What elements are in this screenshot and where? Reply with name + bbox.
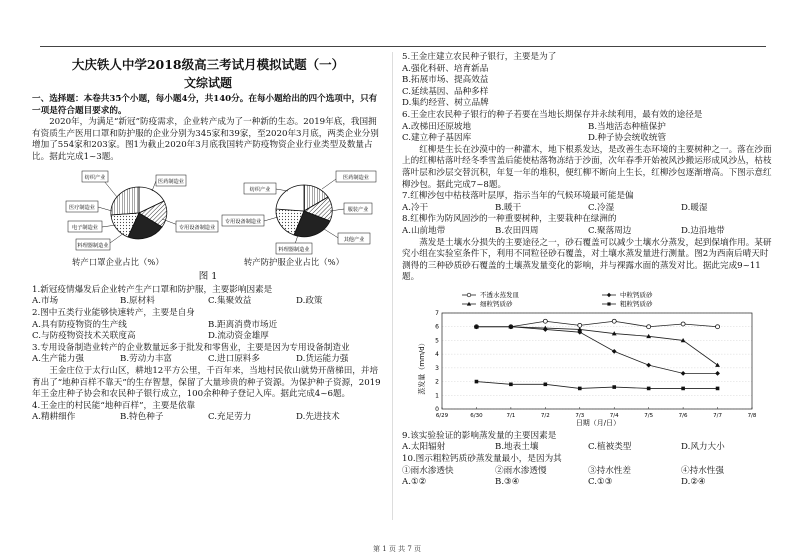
q10-item-4: ④持水性强 <box>681 465 724 476</box>
y-tick-label-6: 6 <box>435 323 439 331</box>
legend-marker-0 <box>467 293 471 297</box>
legend-label-3: 粗粒钙质砂 <box>620 300 653 309</box>
series-3-point-6 <box>681 387 685 391</box>
q1-stem: 1.新冠疫情爆发后企业转产生产口罩和防护服，主要影响因素是 <box>32 284 273 295</box>
legend-marker-2 <box>607 293 611 297</box>
q6-stem: 6.王金庄农民种子银行的种子若要在当地长期保存并永续利用，最有效的途径是 <box>402 109 703 120</box>
q9-option-b[interactable]: B.地表土壤 <box>495 442 539 453</box>
left-column <box>32 52 384 424</box>
pie1-label-4: 电子制造业 <box>72 224 98 231</box>
q1-option-d[interactable]: D.政策 <box>296 296 323 307</box>
q2-options <box>32 320 384 343</box>
pie1-caption: 转产口罩企业占比（%） <box>72 256 164 267</box>
q8-option-b[interactable]: B.农田四周 <box>495 225 539 236</box>
x-tick-label-8: 7/7 <box>713 412 722 419</box>
q4-option-c[interactable]: C.充足劳力 <box>208 412 252 423</box>
q3-option-b[interactable]: B.劳动力丰富 <box>120 354 173 365</box>
series-3-point-5 <box>647 387 651 391</box>
q6-option-c[interactable]: C.建立种子基因库 <box>402 133 472 144</box>
line-chart-svg <box>402 287 774 429</box>
q7-option-d[interactable]: D.暖湿 <box>681 202 708 213</box>
series-2-point-7 <box>715 371 720 376</box>
q3-options <box>32 354 384 366</box>
pie-charts-svg <box>32 167 384 255</box>
q3-option-c[interactable]: C.进口原料多 <box>208 354 260 365</box>
q2-option-a[interactable]: A.具有防疫物资的生产线 <box>32 319 127 330</box>
x-tick-label-2: 7/1 <box>506 412 516 419</box>
q6-option-b[interactable]: B.当地活态种植保护 <box>588 121 666 132</box>
series-line-2 <box>476 327 717 374</box>
q7-option-b[interactable]: B.暖干 <box>495 202 522 213</box>
chart-ylabel: 蒸发量（mm/d） <box>418 339 426 395</box>
q6-option-d[interactable]: D.种子协会统收统管 <box>588 133 667 144</box>
pie1-label-2: 医疗制造业 <box>69 204 95 211</box>
top-rule <box>40 46 766 47</box>
x-tick-label-7: 7/6 <box>678 412 688 419</box>
y-tick-label-2: 2 <box>435 378 439 386</box>
q4-stem: 4.王金庄的村民能“地种百样”，主要是依靠 <box>32 400 196 411</box>
q5-option-a[interactable]: A.强化科研、培育新品 <box>402 63 489 74</box>
pie1-slice-e <box>111 187 139 215</box>
q5-options <box>402 64 774 110</box>
x-tick-label-4: 7/3 <box>575 412 585 419</box>
pie2-label-4: 料理器制造业 <box>278 246 310 253</box>
q9-option-a[interactable]: A.太阳辐射 <box>402 442 446 453</box>
q10-items <box>402 466 774 478</box>
pie2-caption: 转产防护服企业占比（%） <box>243 256 344 267</box>
q7-options <box>402 203 774 215</box>
series-3-point-4 <box>612 385 616 389</box>
series-0-point-7 <box>716 325 720 329</box>
series-1-point-7 <box>715 363 720 367</box>
y-tick-label-5: 5 <box>435 337 439 345</box>
q9-option-c[interactable]: C.植被类型 <box>588 442 632 453</box>
pie2-slice-e <box>276 185 304 211</box>
q5-option-c[interactable]: C.延续基因、品种多样 <box>402 86 489 97</box>
series-0-point-3 <box>578 323 582 327</box>
series-2-point-5 <box>646 363 651 368</box>
exam-subtitle: 文综试题 <box>183 76 232 90</box>
q4-option-a[interactable]: A.精耕细作 <box>32 412 76 423</box>
q3-option-d[interactable]: D.货运能力强 <box>296 354 349 365</box>
q4-option-d[interactable]: D.先进技术 <box>296 412 340 423</box>
series-3-point-1 <box>509 382 513 386</box>
q10-option-c[interactable]: C.①③ <box>588 477 613 488</box>
pie2-label-2: 专用设备制造业 <box>224 218 262 225</box>
q9-option-d[interactable]: D.风力大小 <box>681 442 725 453</box>
q10-item-2: ②雨水渗透慢 <box>495 465 547 476</box>
right-column <box>402 52 774 489</box>
legend-label-1: 细粒钙质砂 <box>480 300 513 309</box>
q8-options <box>402 226 774 238</box>
q3-option-a[interactable]: A.生产能力强 <box>32 354 84 365</box>
q10-item-3: ③持水性差 <box>588 465 631 476</box>
column-divider <box>392 52 393 520</box>
series-3-point-3 <box>578 387 582 391</box>
figure-1-label: 图 1 <box>198 271 218 283</box>
q10-option-a[interactable]: A.①② <box>402 477 427 488</box>
x-tick-label-1: 6/30 <box>470 412 483 419</box>
pie-2 <box>222 171 376 254</box>
pie2-label-0: 医药制造业 <box>343 174 369 181</box>
legend-label-2: 中粒钙质砂 <box>620 291 653 300</box>
x-tick-label-9: 7/8 <box>747 412 757 419</box>
section-heading: 一、选择题：本卷共35个小题，每小题4分，共140分。在每小题给出的四个选项中，只有一项是符合题目要求的。 <box>32 94 378 116</box>
q10-option-b[interactable]: B.③④ <box>495 477 520 488</box>
pie2-label-1: 纺织产业 <box>249 186 271 193</box>
q8-option-d[interactable]: D.边沿地带 <box>681 225 725 236</box>
q5-stem: 5.王金庄建立农民种子银行，主要是为了 <box>402 52 557 62</box>
x-tick-label-3: 7/2 <box>540 412 550 419</box>
pie1-label-5: 料理器制造业 <box>77 242 109 249</box>
legend-label-0: 不透水蒸发皿 <box>480 291 519 300</box>
series-3-point-7 <box>716 387 720 391</box>
q7-stem: 7.红柳沙包中枯枝落叶层厚，指示当年的气候环境最可能是偏 <box>402 191 634 202</box>
pie-captions <box>32 257 384 269</box>
pie2-label-5: 其他产业 <box>343 236 365 243</box>
q2-stem: 2.图中五类行业能够快速转产，主要是自身 <box>32 307 195 318</box>
q3-stem: 3.专用设备制造业转产的企业数量远多于批发和零售业，主要是因为专用设备制造业 <box>32 342 350 353</box>
q4-options <box>32 412 384 424</box>
q8-option-a[interactable]: A.山前地带 <box>402 225 446 236</box>
q8-stem: 8.红柳作为防风固沙的一种重要树种，主要栽种在绿洲的 <box>402 214 617 225</box>
q5-option-d[interactable]: D.集约经营、树立品牌 <box>402 98 489 109</box>
series-0-point-4 <box>612 319 616 323</box>
q6-option-a[interactable]: A.改梯田还原坡地 <box>402 121 472 132</box>
pie1-label-1: 医药制造业 <box>158 178 184 185</box>
q5-option-b[interactable]: B.拓展市场、提高效益 <box>402 75 489 86</box>
q9-stem: 9.该实验验证的影响蒸发量的主要因素是 <box>402 430 557 441</box>
series-2-point-4 <box>612 349 617 354</box>
q7-option-c[interactable]: C.冷湿 <box>588 202 615 213</box>
q6-options <box>402 122 774 145</box>
series-0-point-5 <box>647 325 651 329</box>
q1-options <box>32 296 384 308</box>
q7-option-a[interactable]: A.冷干 <box>402 202 429 213</box>
q8-option-c[interactable]: C.聚落周边 <box>588 225 632 236</box>
q2-option-d[interactable]: D.流动资金雄厚 <box>208 331 269 342</box>
x-tick-label-6: 7/5 <box>644 412 654 419</box>
pie1-label-0: 纺织产业 <box>84 174 106 181</box>
intro-passage-2: 王金庄位于太行山区，耕地12平方公里，千百年来，当地村民依山就势开凿梯田，并培育出了“地种百样不靠天”的生存智慧，保留了大量珍贵的种子资源。为保护种子资源，2019年王金庄种子协会和农民种子银行成立，100余种种子登记入库。据此完成4~6题。 <box>32 365 381 400</box>
q4-option-b[interactable]: B.特色种子 <box>120 412 164 423</box>
pie-1 <box>66 171 218 250</box>
y-tick-label-1: 1 <box>435 392 439 400</box>
y-tick-label-4: 4 <box>435 351 439 359</box>
plot-frame <box>442 313 752 409</box>
pie1-label-3: 专用设备制造业 <box>178 224 216 231</box>
q1-option-a[interactable]: A.市场 <box>32 296 59 307</box>
q10-option-d[interactable]: D.②④ <box>681 477 706 488</box>
y-tick-label-0: 0 <box>435 405 439 413</box>
legend-marker-3 <box>607 302 610 305</box>
y-tick-label-7: 7 <box>435 309 439 317</box>
series-3-point-0 <box>475 380 479 384</box>
exam-title: 大庆铁人中学2018级高三考试月模拟试题（一） <box>71 57 345 72</box>
figure-2-line-chart <box>402 287 774 429</box>
x-tick-label-5: 7/4 <box>609 412 619 419</box>
q2-option-c[interactable]: C.与防疫物资技术关联度高 <box>32 331 136 342</box>
intro-passage-1: 2020年，为满足“新冠”防疫需求，企业转产成为了一种新的生态。2019年底，我国拥有资质生产医用口罩和防护服的企业分别为345家和39家，至2020年3月底，两类企业分别增加了554家和203家。图1为截止2020年3月底我国转产防疫物资企业行业类型及数量占比。据此完成1~3题。 <box>32 117 379 162</box>
figure-1-pie-charts <box>32 167 384 255</box>
intro-passage-3: 红柳是生长在沙漠中的一种灌木，地下根系发达，是改善生态环境的主要树种之一。落在沙面上的红柳枯落叶经冬季雪盖后能使枯落物冻结于沙面，次年春季开始被风沙搬运形成风沙丛，枯枝落叶层和沙层交替沉积，年复一年的堆积，便红柳不断向上生长，红柳沙包逐渐增高。下图示意红柳沙包。据此完成7~8题。 <box>402 144 772 190</box>
q9-options <box>402 442 774 454</box>
q1-option-c[interactable]: C.集聚效益 <box>208 296 252 307</box>
series-0-point-6 <box>681 322 685 326</box>
series-2-point-6 <box>681 371 686 376</box>
intro-passage-4: 蒸发是土壤水分损失的主要途径之一，砂石覆盖可以减少土壤水分蒸发，起到保墒作用。某研究小组在实验室条件下，利用不同粒径砂石覆盖，对土壤水蒸发量进行测量。图2为西南后晴天时测得的三种砂质砂石覆盖的土壤蒸发量变化的影响，并与裸露水面的蒸发对比。据此完成9~11题。 <box>402 237 772 283</box>
page-footer: 第 1 页 共 7 页 <box>372 545 422 553</box>
y-tick-label-3: 3 <box>435 364 439 372</box>
series-3-point-2 <box>544 382 548 386</box>
series-line-1 <box>476 327 717 365</box>
q10-stem: 10.图示粗粒钙质砂蒸发量最小，是因为其 <box>402 454 562 465</box>
q1-option-b[interactable]: B.原材料 <box>120 296 155 307</box>
q2-option-b[interactable]: B.距离消费市场近 <box>208 319 278 330</box>
x-tick-label-0: 6/29 <box>435 412 449 419</box>
pie2-label-3: 服装产业 <box>347 206 369 213</box>
series-0-point-2 <box>543 319 547 323</box>
q10-options <box>402 477 774 489</box>
q10-item-1: ①雨水渗透快 <box>402 465 454 476</box>
chart-xlabel: 日期（月/日） <box>575 418 621 427</box>
